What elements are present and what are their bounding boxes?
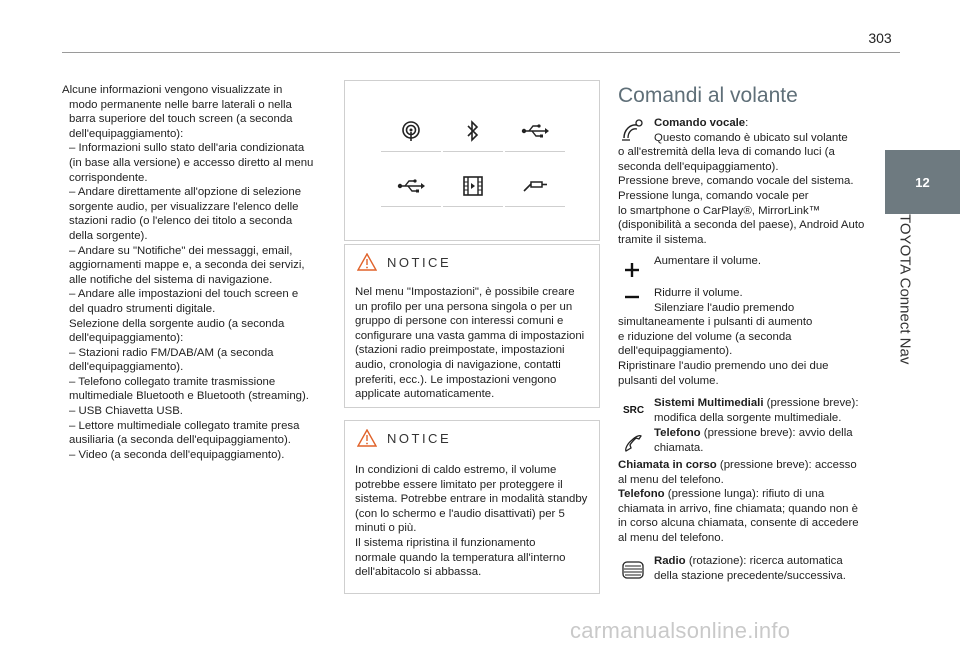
text-line: – Stazioni radio FM/DAB/AM (a seconda (69, 346, 274, 359)
text-line: sorgente audio, per visualizzare l'elenco delle (69, 200, 299, 213)
text-line: Nel menu "Impostazioni", è possibile creare (355, 286, 575, 298)
text-line: della stazione precedente/successiva. (654, 569, 846, 582)
text-line: applicate automaticamente. (355, 388, 495, 401)
text-span: : (745, 117, 749, 129)
usb-icon (505, 111, 565, 151)
text-span: (pressione breve): accesso (716, 459, 857, 471)
text-line: dell'equipaggiamento): (69, 127, 184, 140)
text-span: (pressione breve): (763, 397, 859, 409)
warning-triangle-icon (357, 429, 377, 447)
text-line: Aumentare il volume. (654, 255, 761, 267)
text-line: modifica della sorgente multimediale. (654, 411, 842, 424)
text-line: sistema. Potrebbe entrare in modalità standby (355, 493, 588, 506)
phone-label: Telefono (654, 427, 701, 439)
text-line: della sorgente). (69, 229, 148, 242)
text-line: modo permanente nelle barre laterali o nella (69, 98, 292, 111)
text-line: (stazioni radio preimpostate, impostazioni (355, 344, 565, 357)
notice-title: NOTICE (387, 430, 452, 446)
warning-triangle-icon (357, 253, 377, 271)
text-line: Il sistema ripristina il funzionamento (355, 536, 536, 549)
text-line: seconda dell'equipaggiamento). (618, 160, 779, 173)
text-line: al menu del telefono. (618, 531, 724, 544)
radio-text (618, 554, 880, 583)
chapter-title: TOYOTA Connect Nav (896, 214, 914, 365)
text-line: Ripristinare l'audio premendo uno dei due (618, 359, 829, 372)
text-line: del quadro strumenti digitale. (69, 302, 216, 315)
divider (505, 151, 565, 152)
divider (381, 206, 441, 207)
divider (443, 151, 503, 152)
chapter-tab: 12 (885, 150, 960, 214)
text-line: ausiliaria (a seconda dell'equipaggiamento). (69, 434, 291, 447)
text-line: multimediale Bluetooth e Bluetooth (streaming). (69, 390, 309, 403)
volume-up-text (618, 254, 880, 269)
bluetooth-icon (443, 111, 503, 151)
text-line: simultaneamente i pulsanti di aumento (618, 316, 813, 329)
text-line: potrebbe essere limitato per proteggere il (355, 478, 563, 491)
audio-source-icons-panel (344, 80, 600, 241)
text-line: al menu del telefono. (618, 473, 724, 486)
text-line: configurare una vasta gamma di impostazioni (355, 329, 585, 342)
text-span: (pressione breve): avvio della (700, 427, 853, 439)
text-line: tramite il sistema. (618, 233, 707, 246)
phone-short-text (618, 426, 880, 455)
radio-label: Radio (654, 555, 686, 567)
text-line: – Informazioni sullo stato dell'aria condizionata (69, 142, 305, 155)
radio-broadcast-icon (381, 111, 441, 151)
text-line: audio, cronologia di navigazione, contatti (355, 358, 561, 371)
voice-command-text (618, 116, 880, 247)
text-line: Alcune informazioni vengono visualizzate in (62, 84, 283, 96)
src-label: Sistemi Multimediali (654, 397, 764, 409)
divider (381, 151, 441, 152)
text-line: – Andare alle impostazioni del touch screen e (69, 288, 299, 301)
text-line: Pressione lunga, comando vocale per (618, 189, 809, 202)
text-line: – Telefono collegato tramite trasmissione (69, 375, 276, 388)
text-line: stazioni radio (o l'elenco dei titolo a seconda (69, 215, 293, 228)
text-line: chiamata. (654, 441, 704, 454)
text-line: un profilo per una persona singola o per un (355, 300, 573, 313)
header-rule (62, 52, 900, 53)
text-line: Ridurre il volume. (654, 287, 743, 299)
src-text (618, 396, 880, 425)
text-line: in corso alcuna chiamata, consente di accedere (618, 517, 859, 530)
text-line: preferiti, ecc.). Le impostazioni vengono (355, 373, 557, 386)
text-line: Selezione della sorgente audio (a seconda (69, 317, 285, 330)
text-line: dell'equipaggiamento). (69, 361, 184, 374)
watermark: carmanualsonline.info (570, 618, 791, 643)
video-film-icon (443, 166, 503, 206)
divider (505, 206, 565, 207)
text-line: – Andare direttamente all'opzione di selezione (69, 186, 302, 199)
usb-icon (381, 166, 441, 206)
text-line: dell'equipaggiamento). (618, 345, 733, 358)
section-title: Comandi al volante (618, 84, 798, 107)
text-line: chiamata in arrivo, fine chiamata; quando non è (618, 502, 858, 515)
text-span: (pressione lunga): rifiuto di una (664, 488, 825, 501)
text-line: (disponibilità a seconda del paese), Android Auto (618, 219, 865, 232)
text-line: Silenziare l'audio premendo (654, 301, 795, 314)
text-span: (rotazione): ricerca automatica (685, 555, 843, 567)
text-line: e riduzione del volume (a seconda (618, 330, 792, 343)
call-label: Chiamata in corso (618, 459, 717, 471)
text-line: pulsanti del volume. (618, 374, 719, 387)
divider (443, 206, 503, 207)
src-icon: SRC (623, 405, 645, 416)
volume-down-text (618, 286, 880, 388)
call-in-progress-text (618, 458, 880, 546)
status-bar-info-text (62, 83, 334, 462)
notice-box-profiles (344, 244, 600, 408)
notice-box-heat (344, 420, 600, 594)
text-line: corrispondente. (69, 171, 148, 184)
text-line: barra superiore del touch screen (a seconda (69, 113, 293, 126)
text-line: – Lettore multimediale collegato tramite presa (69, 419, 300, 432)
aux-jack-icon (505, 166, 565, 206)
text-line: dell'abitacolo si abbassa. (355, 566, 482, 579)
text-line: minuti o più. (355, 522, 417, 535)
text-line: lo smartphone o CarPlay®, MirrorLink™ (618, 204, 821, 217)
text-line: dell'equipaggiamento): (69, 332, 184, 345)
voice-command-label: Comando vocale (654, 117, 746, 129)
page-number: 303 (868, 30, 892, 46)
notice-title: NOTICE (387, 254, 452, 270)
text-line: – USB Chiavetta USB. (69, 405, 183, 418)
text-line: aggiornamenti mappe e, a seconda dei servizi, (69, 259, 305, 272)
text-line: – Video (a seconda dell'equipaggiamento). (69, 448, 285, 461)
text-line: Questo comando è ubicato sul volante (654, 131, 848, 144)
text-line: o all'estremità della leva di comando luci (a (618, 146, 835, 159)
text-line: alle notifiche del sistema di navigazione. (69, 273, 273, 286)
text-line: – Andare su "Notifiche" dei messaggi, email, (69, 244, 293, 257)
text-line: (con lo schermo e l'audio disattivati) per 5 (355, 507, 565, 520)
text-line: In condizioni di caldo estremo, il volume (355, 464, 557, 476)
text-line: (in base alla versione) e accesso diretto al menu (69, 156, 314, 169)
text-line: Pressione breve, comando vocale del sistema. (618, 175, 854, 188)
phone-long-label: Telefono (618, 488, 665, 501)
text-line: gruppo di persone con interessi comuni e (355, 315, 564, 328)
text-line: normale quando la temperatura all'interno (355, 551, 566, 564)
